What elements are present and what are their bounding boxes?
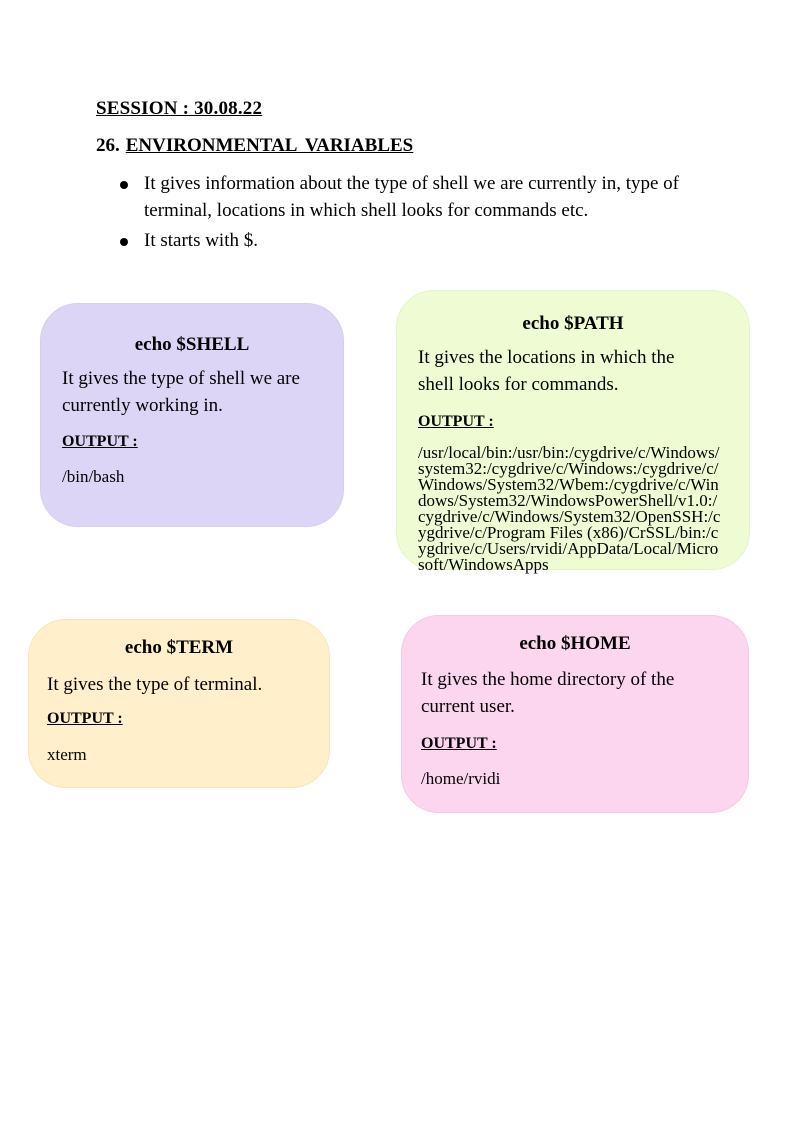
output-label: OUTPUT : — [418, 413, 494, 430]
section-number: 26. — [96, 135, 120, 156]
card-title: echo $HOME — [519, 633, 631, 654]
session-date-heading: SESSION : 30.08.22 — [96, 98, 263, 119]
section-title: ENVIRONMENTAL VARIABLES — [125, 135, 414, 156]
bullet-list — [120, 171, 690, 259]
bullet-text: It gives information about the type of shell we are currently in, type of terminal, locations in which shell looks for commands etc. — [144, 173, 680, 221]
card-echo-path — [396, 290, 750, 574]
card-echo-home — [401, 615, 749, 813]
card-echo-term — [28, 619, 330, 788]
output-value: /home/rvidi — [421, 769, 501, 788]
card-title: echo $TERM — [124, 637, 234, 658]
card-description: It gives the type of shell we are currently working in. — [62, 368, 300, 416]
card-description: It gives the type of terminal. — [47, 674, 263, 695]
card-echo-shell — [40, 303, 344, 527]
bullet-icon — [120, 181, 128, 189]
bullet-text: It starts with $. — [144, 230, 258, 251]
output-value: /usr/local/bin:/usr/bin:/cygdrive/c/Windows/system32:/cygdrive/c/Windows:/cygdrive/c/Windows/System32/Wbem:/cygdrive/c/Windows/System32/WindowsPowerShell/v1.0:/cygdrive/c/Windows/System32/OpenSSH:/cygdrive/c/Program Files (x86)/CrSSL/bin:/cygdrive/c/Users/rvidi/AppData/Local/Microsoft/WindowsApps — [418, 443, 721, 574]
card-description: It gives the locations in which the shell looks for commands. — [418, 347, 675, 395]
output-value: /bin/bash — [62, 467, 125, 486]
bullet-item — [120, 228, 690, 255]
output-label: OUTPUT : — [62, 433, 138, 450]
card-description: It gives the home directory of the current user. — [421, 669, 675, 717]
card-title: echo $PATH — [522, 313, 624, 334]
bullet-item — [120, 171, 690, 224]
output-label: OUTPUT : — [421, 735, 497, 752]
card-title: echo $SHELL — [134, 334, 250, 355]
bullet-icon — [120, 238, 128, 246]
output-label: OUTPUT : — [47, 710, 123, 727]
output-value: xterm — [47, 745, 87, 764]
section-heading — [96, 135, 413, 157]
